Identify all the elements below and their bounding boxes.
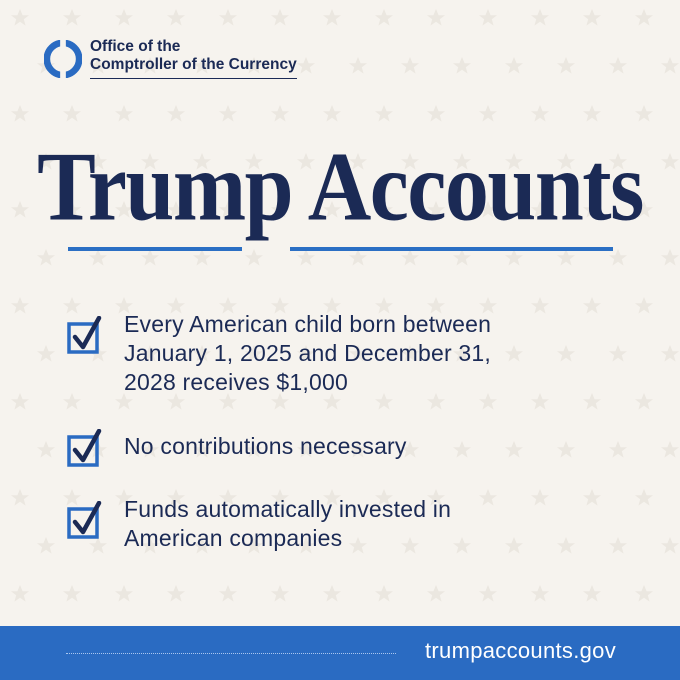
star-icon — [271, 9, 289, 26]
star-icon — [635, 105, 653, 122]
website-link[interactable]: trumpaccounts.gov — [425, 638, 616, 663]
star-icon — [375, 585, 393, 602]
star-icon — [37, 345, 55, 362]
star-icon — [635, 585, 653, 602]
star-icon — [11, 585, 29, 602]
list-item-text: Every American child born between January 1, 2025 and December 31, 2028 receives $1,000 — [124, 311, 492, 395]
star-icon — [115, 9, 133, 26]
star-icon — [37, 537, 55, 554]
star-icon — [219, 105, 237, 122]
dotted-divider — [66, 653, 396, 654]
title-underline-left — [68, 247, 242, 251]
star-icon — [11, 9, 29, 26]
star-icon — [297, 249, 315, 266]
star-icon — [661, 57, 679, 74]
star-icon — [37, 441, 55, 458]
star-icon — [661, 441, 679, 458]
star-icon — [167, 585, 185, 602]
occ-logo — [44, 38, 297, 79]
logo-text — [90, 38, 297, 79]
star-icon — [349, 249, 367, 266]
star-icon — [583, 9, 601, 26]
star-icon — [11, 105, 29, 122]
star-icon — [323, 105, 341, 122]
star-icon — [271, 105, 289, 122]
star-icon — [505, 57, 523, 74]
list-item-text: Funds automatically invested in American companies — [124, 496, 452, 551]
checkbox-check-icon — [66, 316, 106, 356]
star-icon — [37, 249, 55, 266]
star-icon — [583, 585, 601, 602]
star-icon — [63, 105, 81, 122]
star-icon — [271, 585, 289, 602]
star-icon — [635, 393, 653, 410]
star-icon — [479, 9, 497, 26]
star-icon — [63, 9, 81, 26]
occ-logo-icon — [44, 40, 82, 78]
star-icon — [583, 105, 601, 122]
star-icon — [11, 393, 29, 410]
star-icon — [557, 57, 575, 74]
star-icon — [11, 489, 29, 506]
footer-bar — [0, 626, 680, 680]
star-icon — [167, 9, 185, 26]
star-icon — [63, 585, 81, 602]
star-icon — [557, 249, 575, 266]
page-title: Trump Accounts — [37, 133, 643, 242]
checkbox-check-icon — [66, 429, 106, 469]
star-icon — [531, 9, 549, 26]
star-icon — [323, 9, 341, 26]
star-icon — [219, 585, 237, 602]
list-item — [66, 495, 626, 553]
star-icon — [479, 105, 497, 122]
star-icon — [193, 249, 211, 266]
logo-line-2: Comptroller of the Currency — [90, 56, 297, 73]
star-icon — [609, 249, 627, 266]
star-icon — [375, 105, 393, 122]
checkbox-check-icon — [66, 501, 106, 541]
title-underline-right — [290, 247, 613, 251]
star-icon — [427, 105, 445, 122]
benefit-list — [66, 310, 626, 579]
star-icon — [427, 585, 445, 602]
star-icon — [219, 9, 237, 26]
star-icon — [635, 489, 653, 506]
star-icon — [505, 249, 523, 266]
star-icon — [635, 9, 653, 26]
logo-line-1: Office of the — [90, 38, 181, 55]
star-icon — [375, 9, 393, 26]
star-icon — [453, 57, 471, 74]
list-item — [66, 423, 626, 469]
star-icon — [115, 105, 133, 122]
star-icon — [635, 297, 653, 314]
star-icon — [661, 345, 679, 362]
star-icon — [167, 105, 185, 122]
list-item — [66, 310, 626, 397]
star-icon — [453, 249, 471, 266]
star-icon — [609, 57, 627, 74]
star-icon — [531, 585, 549, 602]
star-icon — [245, 249, 263, 266]
star-icon — [401, 57, 419, 74]
star-icon — [349, 57, 367, 74]
star-icon — [427, 9, 445, 26]
star-icon — [661, 249, 679, 266]
star-icon — [661, 537, 679, 554]
star-icon — [11, 297, 29, 314]
star-icon — [479, 585, 497, 602]
star-icon — [401, 249, 419, 266]
star-icon — [115, 585, 133, 602]
star-icon — [323, 585, 341, 602]
star-icon — [297, 57, 315, 74]
star-icon — [141, 249, 159, 266]
star-icon — [531, 105, 549, 122]
list-item-text: No contributions necessary — [124, 433, 407, 459]
star-icon — [89, 249, 107, 266]
